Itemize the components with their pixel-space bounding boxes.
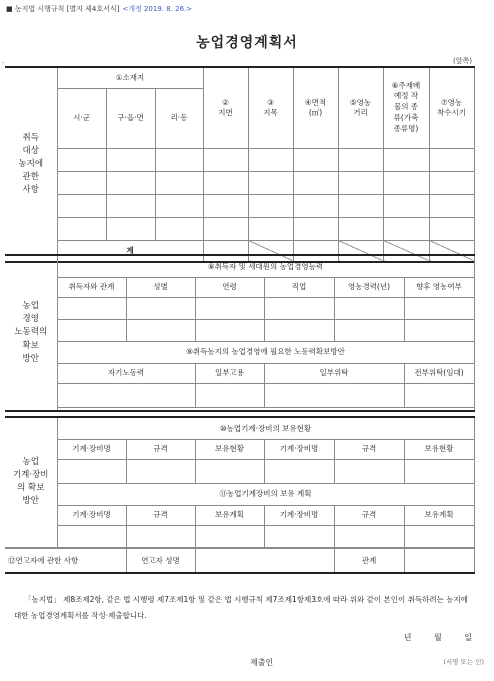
equip-name-header: 기계·장비명 bbox=[264, 505, 334, 525]
relative-name-input[interactable] bbox=[195, 549, 334, 573]
form-reference bbox=[6, 4, 192, 14]
table-row bbox=[5, 459, 474, 483]
total-label: 계 bbox=[57, 240, 203, 262]
relative-table bbox=[5, 548, 475, 574]
spec-header: 규격 bbox=[126, 439, 195, 459]
land-category-header: ③ 지목 bbox=[248, 67, 293, 148]
equipment-current-title: ⑩농업기계·장비의 보유현황 bbox=[57, 417, 474, 439]
revision-date: <개정 2019. 8. 26.> bbox=[122, 5, 193, 13]
signature-hint[interactable]: (서명 또는 인) bbox=[443, 658, 484, 666]
table-row bbox=[5, 383, 474, 407]
experience-header: 영농경력(년) bbox=[334, 277, 404, 297]
equip-name-header: 기계·장비명 bbox=[57, 439, 126, 459]
village-header: 리·동 bbox=[155, 88, 203, 148]
occupation-header: 직업 bbox=[264, 277, 334, 297]
relation-label: 관계 bbox=[334, 549, 404, 573]
page-side-label: (앞쪽) bbox=[453, 57, 472, 65]
form-ref-text: ■ 농지법 시행규칙 [별지 제4호서식] bbox=[6, 5, 120, 13]
city-county-header: 시·군 bbox=[57, 88, 106, 148]
section3-side-label: 농업 기계·장비 의 확보 방안 bbox=[5, 417, 57, 547]
equip-name-header: 기계·장비명 bbox=[57, 505, 126, 525]
relative-name-label: 연고자 성명 bbox=[126, 549, 195, 573]
partial-hire-header: 일부고용 bbox=[195, 363, 264, 383]
table-row bbox=[5, 148, 474, 171]
start-time-header: ⑦영농 착수시기 bbox=[429, 67, 474, 148]
spec-header: 규격 bbox=[126, 505, 195, 525]
self-labor-header: 자기노동력 bbox=[57, 363, 195, 383]
crop-type-header: ⑥주재배 예정 작 물의 종 류(가축 종류명) bbox=[383, 67, 429, 148]
table-row bbox=[5, 217, 474, 240]
location-header: ①소재지 bbox=[57, 67, 203, 88]
labor-plan-title: ⑨취득농지의 농업경영에 필요한 노동력확보방안 bbox=[57, 341, 474, 363]
date-line: 년 월 일 bbox=[403, 633, 472, 642]
table-row bbox=[5, 525, 474, 547]
area-header: ④면적 (㎡) bbox=[293, 67, 338, 148]
partial-consign-header: 일부위탁 bbox=[264, 363, 404, 383]
equip-name-header: 기계·장비명 bbox=[264, 439, 334, 459]
section2-side-label: 농업 경영 노동력의 확보 방안 bbox=[5, 255, 57, 411]
full-consign-header: 전부위탁(임대) bbox=[404, 363, 474, 383]
spec-header: 규격 bbox=[334, 439, 404, 459]
page-title: 농업경영계획서 bbox=[196, 35, 298, 51]
relation-input[interactable] bbox=[404, 549, 474, 573]
labor-table bbox=[5, 254, 475, 412]
family-ability-title: ⑧취득자 및 세대원의 농업경영능력 bbox=[57, 255, 474, 277]
equipment-plan-title: ⑪농업기계장비의 보유 계획 bbox=[57, 483, 474, 505]
spec-header: 규격 bbox=[334, 505, 404, 525]
table-row bbox=[5, 297, 474, 319]
holding-header: 보유현황 bbox=[404, 439, 474, 459]
distance-header: ⑤영농 거리 bbox=[338, 67, 383, 148]
gender-header: 성별 bbox=[126, 277, 195, 297]
margin-dot: · bbox=[2, 59, 5, 67]
age-header: 연령 bbox=[195, 277, 264, 297]
plan-header: 보유계획 bbox=[404, 505, 474, 525]
farmland-table bbox=[5, 66, 475, 263]
submitter-label: 제출인 bbox=[250, 658, 274, 667]
district-header: 구·읍·면 bbox=[106, 88, 155, 148]
plan-header: 보유계획 bbox=[195, 505, 264, 525]
relative-label: ⑫연고자에 관한 사항 bbox=[5, 549, 126, 573]
table-row bbox=[5, 171, 474, 194]
holding-header: 보유현황 bbox=[195, 439, 264, 459]
section1-side-label: 취득 대상 농지에 관한 사항 bbox=[5, 67, 57, 262]
table-row bbox=[5, 319, 474, 341]
table-row bbox=[5, 194, 474, 217]
relation-header: 취득자와 관계 bbox=[57, 277, 126, 297]
equipment-table bbox=[5, 416, 475, 548]
declaration-text: 「농지법」 제8조제2항, 같은 법 시행령 제7조제1항 및 같은 법 시행규칙 제7조제1항제3호에 따라 위와 같이 본인이 취득하려는 농지에 대한 농업경영계획서를 작성·제출합니다. bbox=[14, 595, 468, 620]
future-farming-header: 향후 영농여부 bbox=[404, 277, 474, 297]
lot-number-header: ② 지번 bbox=[203, 67, 248, 148]
